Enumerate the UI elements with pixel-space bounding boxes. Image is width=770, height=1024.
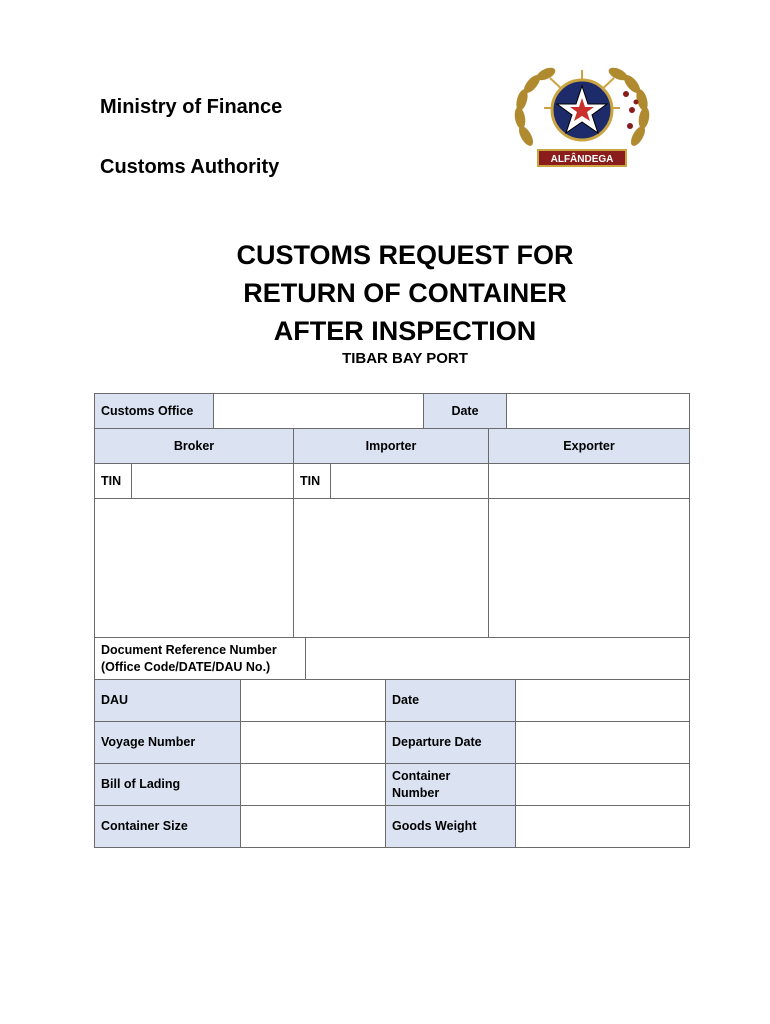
customs-emblem-logo <box>508 64 656 180</box>
bill-of-lading-label: Bill of Lading <box>94 763 241 806</box>
bill-of-lading-field[interactable] <box>240 763 386 806</box>
voyage-number-label: Voyage Number <box>94 721 241 764</box>
broker-tin-label: TIN <box>94 463 132 499</box>
document-reference-label-line-2: (Office Code/DATE/DAU No.) <box>101 659 271 674</box>
broker-details-field[interactable] <box>94 498 294 638</box>
customs-office-label: Customs Office <box>94 393 214 429</box>
date-label: Date <box>423 393 507 429</box>
dau-label: DAU <box>94 679 241 722</box>
importer-tin-label: TIN <box>293 463 331 499</box>
logo-banner-text: ALFÂNDEGA <box>550 154 614 165</box>
exporter-tin-area[interactable] <box>488 463 690 499</box>
departure-date-label: Departure Date <box>385 721 516 764</box>
date-field[interactable] <box>506 393 690 429</box>
port-name: TIBAR BAY PORT <box>342 350 468 367</box>
goods-weight-label: Goods Weight <box>385 805 516 848</box>
importer-header: Importer <box>293 428 489 464</box>
exporter-header: Exporter <box>488 428 690 464</box>
container-number-label-line-2: Number <box>392 785 440 800</box>
title-line-1: CUSTOMS REQUEST FOR <box>236 240 574 270</box>
title-line-2: RETURN OF CONTAINER <box>243 278 567 308</box>
voyage-number-field[interactable] <box>240 721 386 764</box>
importer-details-field[interactable] <box>293 498 489 638</box>
goods-weight-field[interactable] <box>515 805 690 848</box>
authority-name: Customs Authority <box>100 156 280 178</box>
dau-field[interactable] <box>240 679 386 722</box>
container-number-label-line-1: Container <box>392 768 451 783</box>
broker-header: Broker <box>94 428 294 464</box>
document-reference-label <box>94 637 306 680</box>
container-number-field[interactable] <box>515 763 690 806</box>
departure-date-field[interactable] <box>515 721 690 764</box>
title-line-3: AFTER INSPECTION <box>273 316 537 346</box>
container-size-label: Container Size <box>94 805 241 848</box>
dau-date-label: Date <box>385 679 516 722</box>
document-reference-label-line-1: Document Reference Number <box>101 642 277 657</box>
container-number-label <box>385 763 516 806</box>
container-size-field[interactable] <box>240 805 386 848</box>
request-form-table <box>94 393 690 848</box>
broker-tin-field[interactable] <box>131 463 294 499</box>
form-title <box>200 236 610 350</box>
exporter-details-field[interactable] <box>488 498 690 638</box>
dau-date-field[interactable] <box>515 679 690 722</box>
ministry-name: Ministry of Finance <box>100 96 283 118</box>
importer-tin-field[interactable] <box>330 463 489 499</box>
customs-office-field[interactable] <box>213 393 424 429</box>
document-reference-field[interactable] <box>305 637 690 680</box>
